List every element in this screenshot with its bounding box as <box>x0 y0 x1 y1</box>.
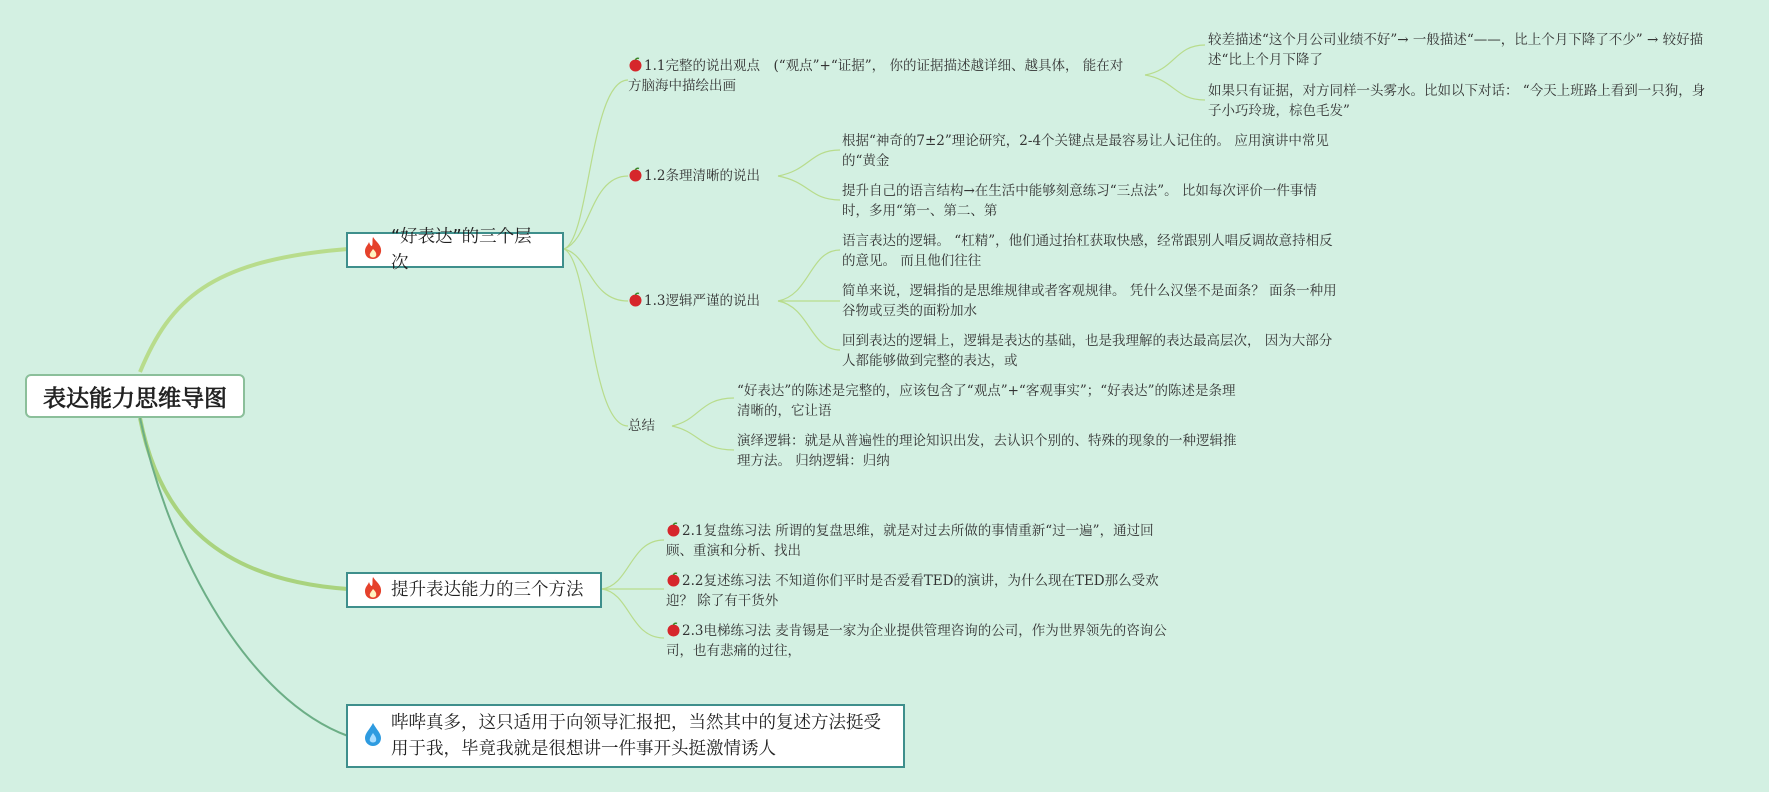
leaf-text: 演绎逻辑：就是从普遍性的理论知识出发，去认识个别的、特殊的现象的一种逻辑推理方法。 归纳逻辑：归纳 <box>737 433 1237 469</box>
leaf-1-2-2[interactable] <box>842 181 1338 221</box>
leaf-summary-1[interactable] <box>737 381 1237 421</box>
leaf-text: 提升自己的语言结构→在生活中能够刻意练习“三点法”。 比如每次评价一件事情时，多用“第一、第二、第 <box>842 183 1317 219</box>
subtopic-label: 总结 <box>628 418 655 434</box>
leaf-text: 语言表达的逻辑。 “杠精”，他们通过抬杠获取快感，经常跟别人唱反调故意持相反的意见。 而且他们往往 <box>842 233 1333 269</box>
subtopic-1-3[interactable] <box>628 291 788 311</box>
leaf-text: 回到表达的逻辑上，逻辑是表达的基础，也是我理解的表达最高层次， 因为大部分人都能够做到完整的表达，或 <box>842 333 1333 369</box>
method-text: 2.1复盘练习法 所谓的复盘思维，就是对过去所做的事情重新“过一遍”，通过回顾、重演和分析、找出 <box>666 523 1154 559</box>
leaf-text: “好表达”的陈述是完整的，应该包含了“观点”+“客观事实”；“好表达”的陈述是条理清晰的，它让语 <box>737 383 1236 419</box>
branch-title: 提升表达能力的三个方法 <box>391 580 584 600</box>
leaf-text: 根据“神奇的7±2”理论研究，2-4个关键点是最容易让人记住的。 应用演讲中常见的“黄金 <box>842 133 1329 169</box>
apple-icon <box>666 622 681 637</box>
branch-comment[interactable] <box>346 704 905 768</box>
method-2-1[interactable] <box>666 521 1172 561</box>
apple-icon <box>628 167 643 182</box>
apple-icon <box>628 57 643 72</box>
leaf-1-1-1[interactable] <box>1208 30 1716 70</box>
apple-icon <box>628 292 643 307</box>
subtopic-label: 1.2条理清晰的说出 <box>644 168 760 184</box>
leaf-summary-2[interactable] <box>737 431 1237 471</box>
apple-icon <box>666 522 681 537</box>
leaf-1-1-2[interactable] <box>1208 81 1716 121</box>
water-drop-icon <box>362 721 386 752</box>
method-text: 2.2复述练习法 不知道你们平时是否爱看TED的演讲，为什么现在TED那么受欢迎？ 除了有干货外 <box>666 573 1159 609</box>
branch-title: “好表达”的三个层次 <box>391 227 532 273</box>
subtopic-label: 1.1完整的说出观点 (“观点”+“证据”， 你的证据描述越详细、越具体， 能在对方脑海中描绘出画 <box>628 58 1124 94</box>
leaf-text: 简单来说，逻辑指的是思维规律或者客观规律。 凭什么汉堡不是面条？ 面条一种用谷物或豆类的面粉加水 <box>842 283 1337 319</box>
apple-icon <box>666 572 681 587</box>
fire-icon <box>362 236 386 265</box>
root-title: 表达能力思维导图 <box>43 385 227 412</box>
subtopic-label: 1.3逻辑严谨的说出 <box>644 293 760 309</box>
subtopic-1-2[interactable] <box>628 166 788 186</box>
subtopic-summary[interactable] <box>628 416 688 436</box>
branch-three-levels[interactable] <box>346 227 564 273</box>
leaf-1-3-1[interactable] <box>842 231 1342 271</box>
root-topic[interactable] <box>25 374 245 418</box>
leaf-1-3-3[interactable] <box>842 331 1342 371</box>
leaf-1-2-1[interactable] <box>842 131 1338 171</box>
leaf-1-3-2[interactable] <box>842 281 1342 321</box>
method-2-3[interactable] <box>666 621 1172 661</box>
subtopic-1-1[interactable] <box>628 56 1132 96</box>
fire-icon <box>362 576 386 605</box>
method-text: 2.3电梯练习法 麦肯锡是一家为企业提供管理咨询的公司，作为世界领先的咨询公司，也有悲痛的过往， <box>666 623 1167 659</box>
branch-title: 哔哔真多，这只适用于向领导汇报把，当然其中的复述方法挺受用于我，毕竟我就是很想讲一件事开头挺激情诱人 <box>391 713 881 759</box>
leaf-text: 如果只有证据，对方同样一头雾水。比如以下对话： “今天上班路上看到一只狗，身子小巧玲珑，棕色毛发” <box>1208 83 1706 119</box>
method-2-2[interactable] <box>666 571 1172 611</box>
leaf-text: 较差描述“这个月公司业绩不好”→ 一般描述“——，比上个月下降了不少” → 较好描述“比上个月下降了 <box>1208 32 1704 68</box>
branch-three-methods[interactable] <box>346 572 602 608</box>
